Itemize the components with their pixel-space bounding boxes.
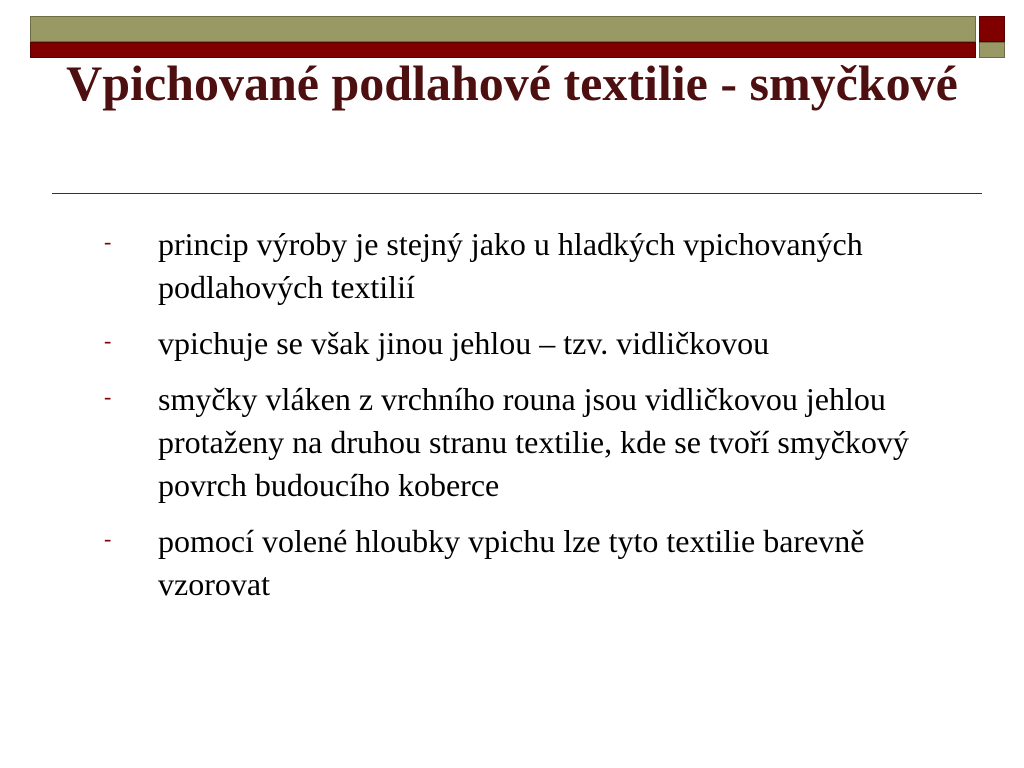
- list-item: [104, 223, 984, 309]
- bullet-marker: -: [104, 526, 112, 551]
- list-item: [104, 378, 984, 507]
- bullet-marker: -: [104, 229, 112, 254]
- bullet-text: vpichuje se však jinou jehlou – tzv. vidličkovou: [158, 325, 770, 361]
- list-item: [104, 322, 984, 365]
- list-item: [104, 520, 984, 606]
- bullet-marker: -: [104, 328, 112, 353]
- title-divider: [52, 193, 982, 194]
- bullet-text: smyčky vláken z vrchního rouna jsou vidličkovou jehlou protaženy na druhou stranu textilie, kde se tvoří smyčkový povrch budoucího koberce: [158, 381, 909, 503]
- bullet-text: pomocí volené hloubky vpichu lze tyto textilie barevně vzorovat: [158, 523, 865, 602]
- corner-maroon-square: [979, 16, 1005, 42]
- bullet-text: princip výroby je stejný jako u hladkých vpichovaných podlahových textilií: [158, 226, 863, 305]
- header-olive-bar: [30, 16, 976, 42]
- bullet-list: [104, 223, 984, 619]
- slide-title: Vpichované podlahové textilie - smyčkové: [66, 55, 958, 111]
- bullet-marker: -: [104, 384, 112, 409]
